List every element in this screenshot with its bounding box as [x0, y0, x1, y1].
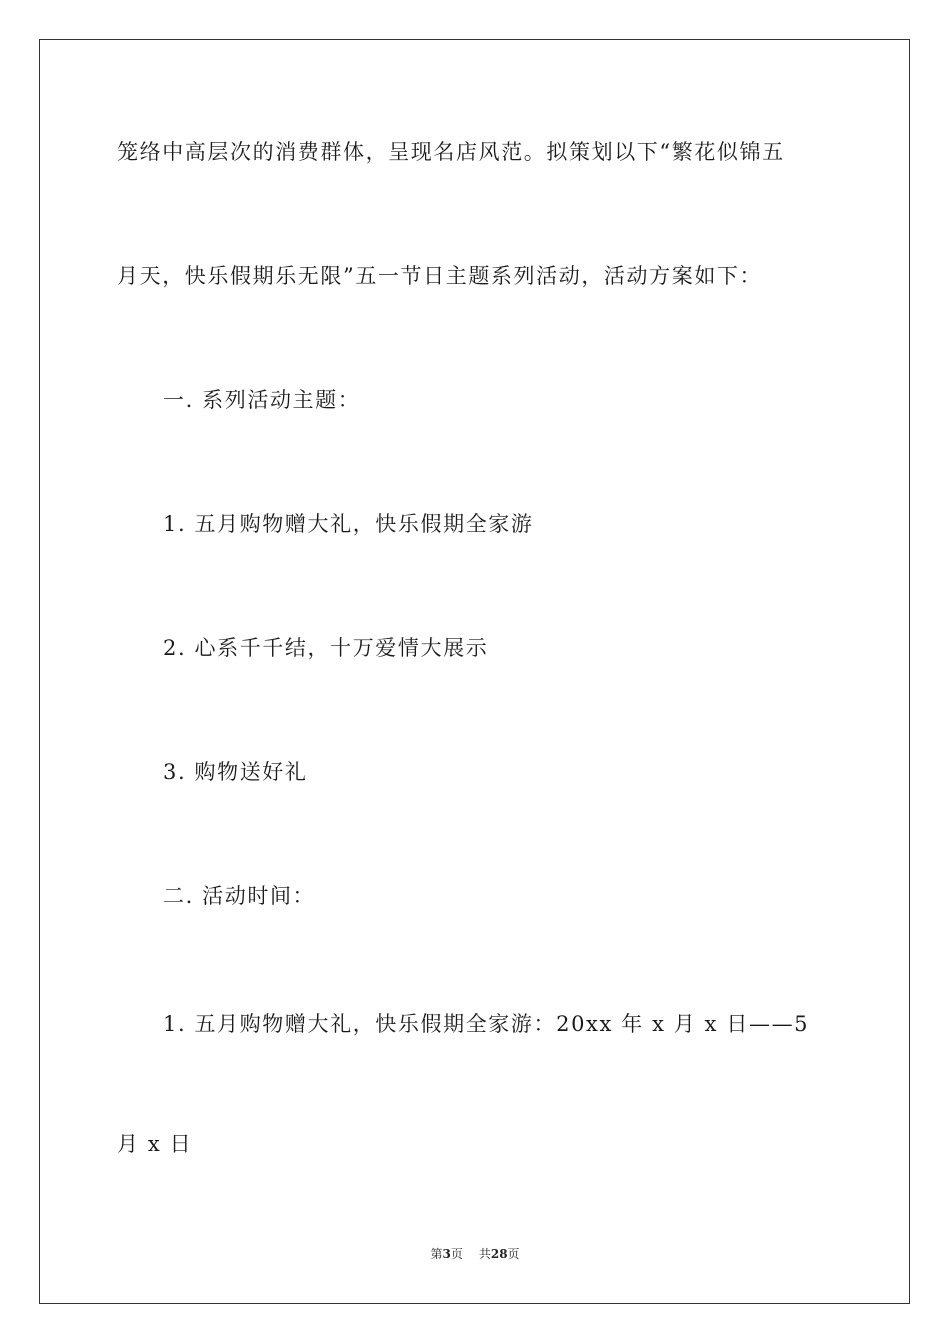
- page-border: [39, 39, 910, 1304]
- section-heading-2: 二. 活动时间：: [163, 884, 316, 908]
- list-item-2: 2. 心系千千结，十万爱情大展示: [163, 636, 489, 660]
- total-pages: 28: [490, 1247, 508, 1261]
- list-item-3: 3. 购物送好礼: [163, 760, 308, 784]
- page-number: 3: [442, 1247, 451, 1261]
- page-suffix: 页: [450, 1247, 463, 1261]
- time-item-1: 1. 五月购物赠大礼，快乐假期全家游：20xx 年 x 月 x 日——5: [163, 1012, 810, 1036]
- list-item-1: 1. 五月购物赠大礼，快乐假期全家游: [163, 512, 534, 536]
- body-text-line-1: 笼络中高层次的消费群体，呈现名店风范。拟策划以下“繁花似锦五: [117, 140, 785, 164]
- section-heading-1: 一. 系列活动主题：: [163, 388, 361, 412]
- total-suffix: 页: [507, 1247, 520, 1261]
- total-prefix: 共: [478, 1247, 491, 1261]
- page-prefix: 第: [430, 1247, 443, 1261]
- time-item-1-continued: 月 x 日: [117, 1132, 193, 1156]
- body-text-line-2: 月天，快乐假期乐无限”五一节日主题系列活动，活动方案如下：: [117, 264, 763, 288]
- page-footer: [0, 1246, 950, 1262]
